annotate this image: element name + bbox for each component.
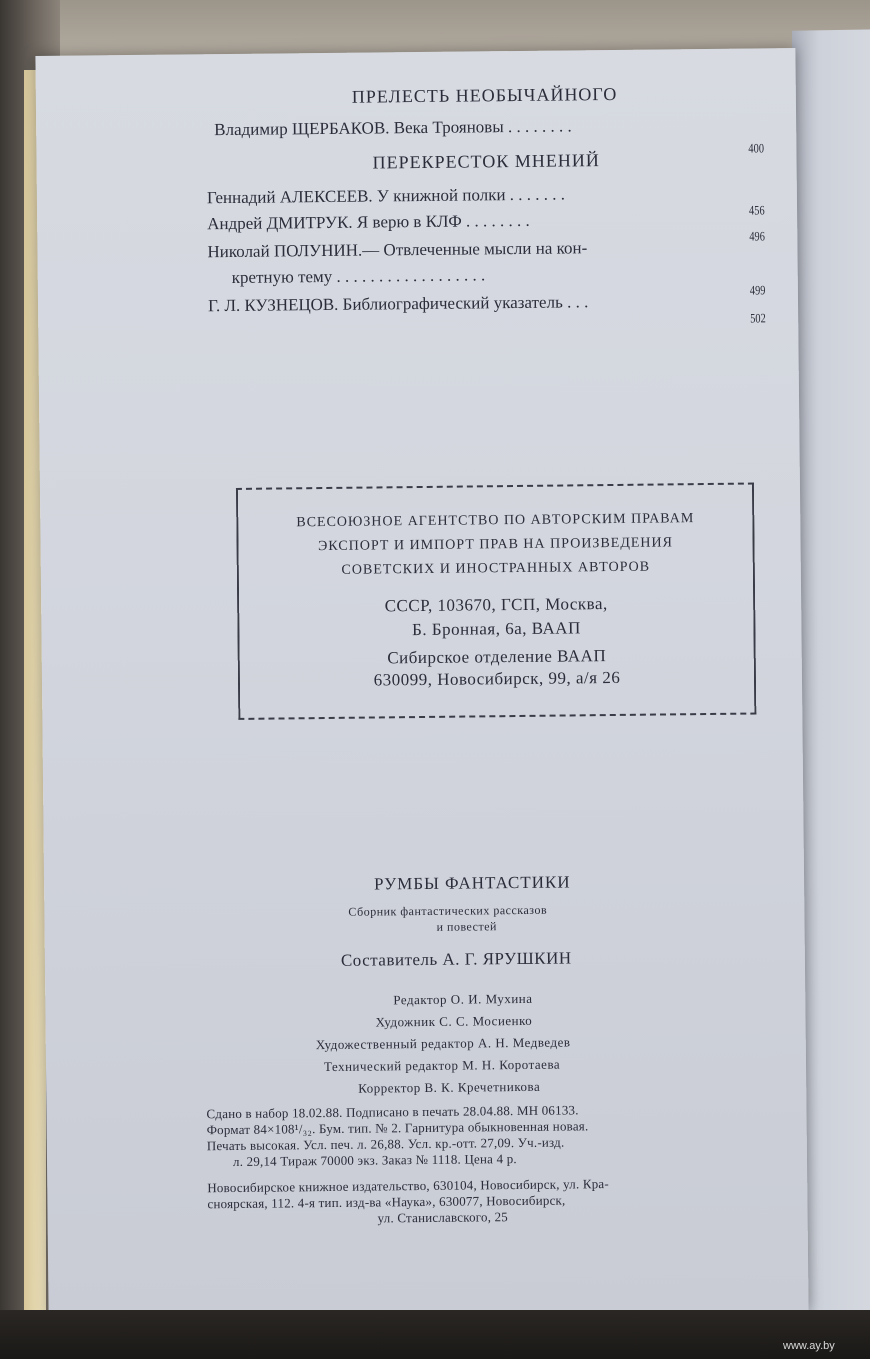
imprint-line-7: ул. Станиславского, 25: [377, 1209, 509, 1226]
vaap-address-1: СССР, 103670, ГСП, Москва,: [384, 594, 608, 616]
toc-page-number: 400: [748, 140, 765, 156]
book-subtitle-2: и повестей: [436, 919, 498, 934]
vaap-line-3: СОВЕТСКИХ И ИНОСТРАННЫХ АВТОРОВ: [341, 559, 651, 578]
book-title: РУМБЫ ФАНТАСТИКИ: [374, 872, 571, 894]
imprint-line-4: л. 29,14 Тираж 70000 экз. Заказ № 1118. Цена 4 р.: [232, 1151, 517, 1170]
vaap-branch-1: Сибирское отделение ВААП: [387, 646, 607, 668]
vaap-address-2: Б. Бронная, 6а, ВААП: [411, 618, 581, 640]
toc-entry-polunin-line2: кретную тему . . . . . . . . . . . . . . . . . .: [231, 265, 486, 287]
imprint-line-2: Формат 84×108¹/₃₂. Бум. тип. № 2. Гарнитура обыкновенная новая.: [206, 1118, 589, 1138]
credit-proofreader: Корректор В. К. Кречетникова: [358, 1078, 541, 1096]
credit-artist: Художник С. С. Мосиенко: [375, 1012, 533, 1030]
toc-page-number: 496: [749, 228, 765, 244]
vaap-branch-2: 630099, Новосибирск, 99, а/я 26: [373, 667, 621, 690]
section-title-perekrestok: ПЕРЕКРЕСТОК МНЕНИЙ: [372, 150, 600, 173]
credit-tech-editor: Технический редактор М. Н. Коротаева: [323, 1056, 561, 1075]
toc-entry-dmitruk: Андрей ДМИТРУК. Я верю в КЛФ . . . . . . . .: [207, 210, 530, 234]
vaap-notice-box: [236, 483, 756, 720]
book-subtitle-1: Сборник фантастических рассказов: [348, 902, 548, 919]
toc-page-number: 502: [750, 310, 766, 326]
toc-entry-kuznetsov: Г. Л. КУЗНЕЦОВ. Библиографический указатель . . .: [207, 292, 589, 316]
imprint-line-3: Печать высокая. Усл. печ. л. 26,88. Усл. кр.-отт. 27,09. Уч.-изд.: [206, 1134, 565, 1154]
toc-page-number: 499: [749, 282, 766, 298]
credit-art-editor: Художественный редактор А. Н. Медведев: [315, 1034, 571, 1053]
credit-editor: Редактор О. И. Мухина: [393, 990, 533, 1008]
book-page: [35, 48, 808, 1318]
toc-page-number: 456: [748, 202, 765, 218]
imprint-line-6: сноярская, 112. 4-я тип. изд-ва «Наука», 630077, Новосибирск,: [207, 1192, 566, 1212]
toc-entry-alekseev: Геннадий АЛЕКСЕЕВ. У книжной полки . . . . . . .: [206, 184, 566, 208]
watermark-text: www.ay.by: [783, 1340, 835, 1352]
toc-entry-polunin-line1: Николай ПОЛУНИН.— Отвлеченные мысли на кон-: [207, 238, 588, 262]
background-bottom: [0, 1310, 870, 1359]
imprint-line-1: Сдано в набор 18.02.88. Подписано в печать 28.04.88. МН 06133.: [206, 1102, 579, 1122]
vaap-line-2: ЭКСПОРТ И ИМПОРТ ПРАВ НА ПРОИЗВЕДЕНИЯ: [318, 535, 674, 555]
vaap-line-1: ВСЕСОЮЗНОЕ АГЕНТСТВО ПО АВТОРСКИМ ПРАВАМ: [296, 511, 695, 531]
imprint-line-5: Новосибирское книжное издательство, 630104, Новосибирск, ул. Кра-: [207, 1176, 609, 1196]
section-title-prelest: ПРЕЛЕСТЬ НЕОБЫЧАЙНОГО: [351, 83, 618, 107]
toc-entry-shcherbakov: Владимир ЩЕРБАКОВ. Века Трояновы . . . . . . . .: [214, 116, 572, 140]
book-compiler: Составитель А. Г. ЯРУШКИН: [340, 948, 572, 970]
